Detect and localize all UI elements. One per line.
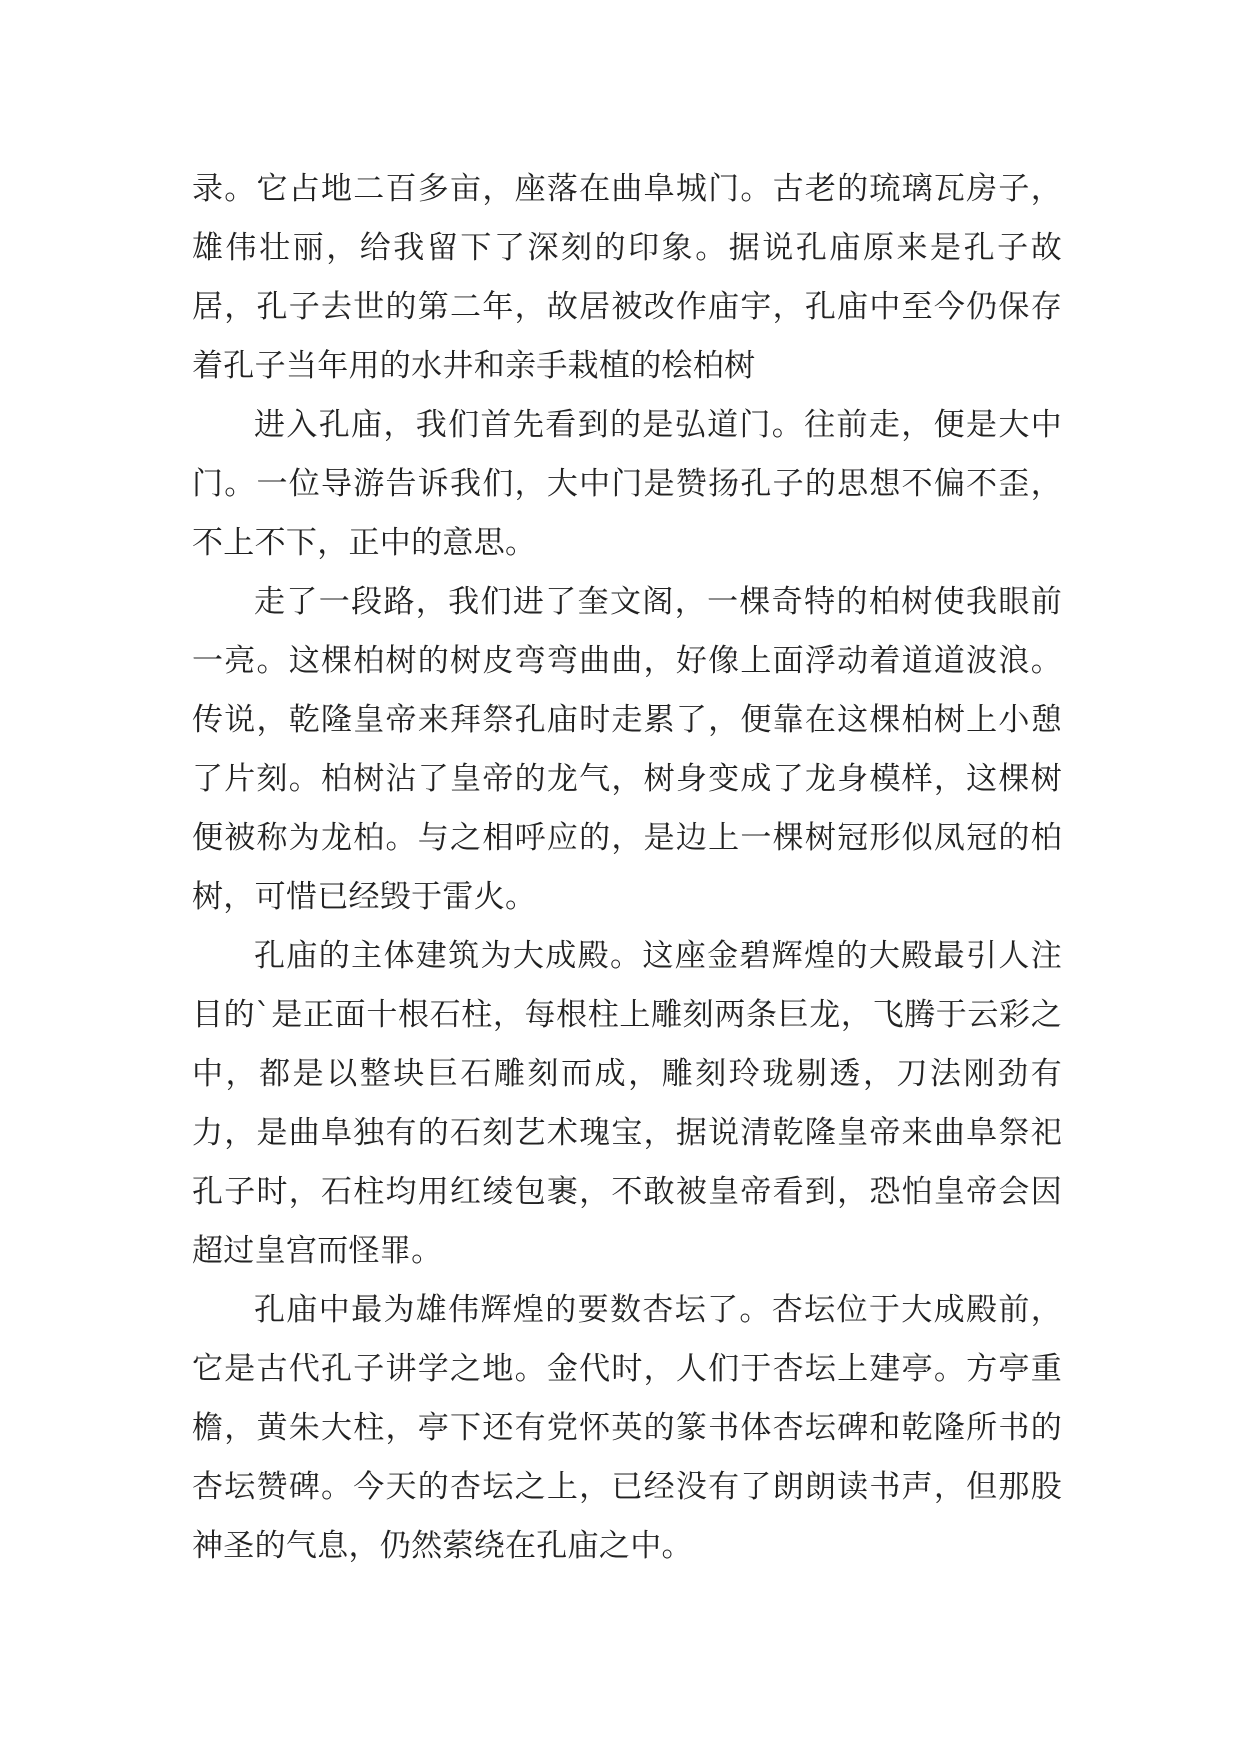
paragraph-4: 孔庙的主体建筑为大成殿。这座金碧辉煌的大殿最引人注目的`是正面十根石柱，每根柱上雕刻两条巨龙，飞腾于云彩之中，都是以整块巨石雕刻而成，雕刻玲珑剔透，刀法刚劲有力，是曲阜独有的石刻艺术瑰宝，据说清乾隆皇帝来曲阜祭祀孔子时，石柱均用红绫包裹，不敢被皇帝看到，恐怕皇帝会因超过皇宫而怪罪。	[192, 938, 1062, 1269]
article-body	[192, 160, 1062, 1576]
paragraph-2: 进入孔庙，我们首先看到的是弘道门。往前走，便是大中门。一位导游告诉我们，大中门是赞扬孔子的思想不偏不歪，不上不下，正中的意思。	[192, 407, 1062, 561]
paragraph-1: 录。它占地二百多亩，座落在曲阜城门。古老的琉璃瓦房子，雄伟壮丽，给我留下了深刻的印象。据说孔庙原来是孔子故居，孔子去世的第二年，故居被改作庙宇，孔庙中至今仍保存着孔子当年用的水井和亲手栽植的桧柏树	[192, 171, 1062, 384]
paragraph-5: 孔庙中最为雄伟辉煌的要数杏坛了。杏坛位于大成殿前，它是古代孔子讲学之地。金代时，人们于杏坛上建亭。方亭重檐，黄朱大柱，亭下还有党怀英的篆书体杏坛碑和乾隆所书的杏坛赞碑。今天的杏坛之上，已经没有了朗朗读书声，但那股神圣的气息，仍然萦绕在孔庙之中。	[192, 1292, 1062, 1564]
paragraph-3: 走了一段路，我们进了奎文阁，一棵奇特的柏树使我眼前一亮。这棵柏树的树皮弯弯曲曲，好像上面浮动着道道波浪。传说，乾隆皇帝来拜祭孔庙时走累了，便靠在这棵柏树上小憩了片刻。柏树沾了皇帝的龙气，树身变成了龙身模样，这棵树便被称为龙柏。与之相呼应的，是边上一棵树冠形似凤冠的柏树，可惜已经毁于雷火。	[192, 584, 1062, 915]
